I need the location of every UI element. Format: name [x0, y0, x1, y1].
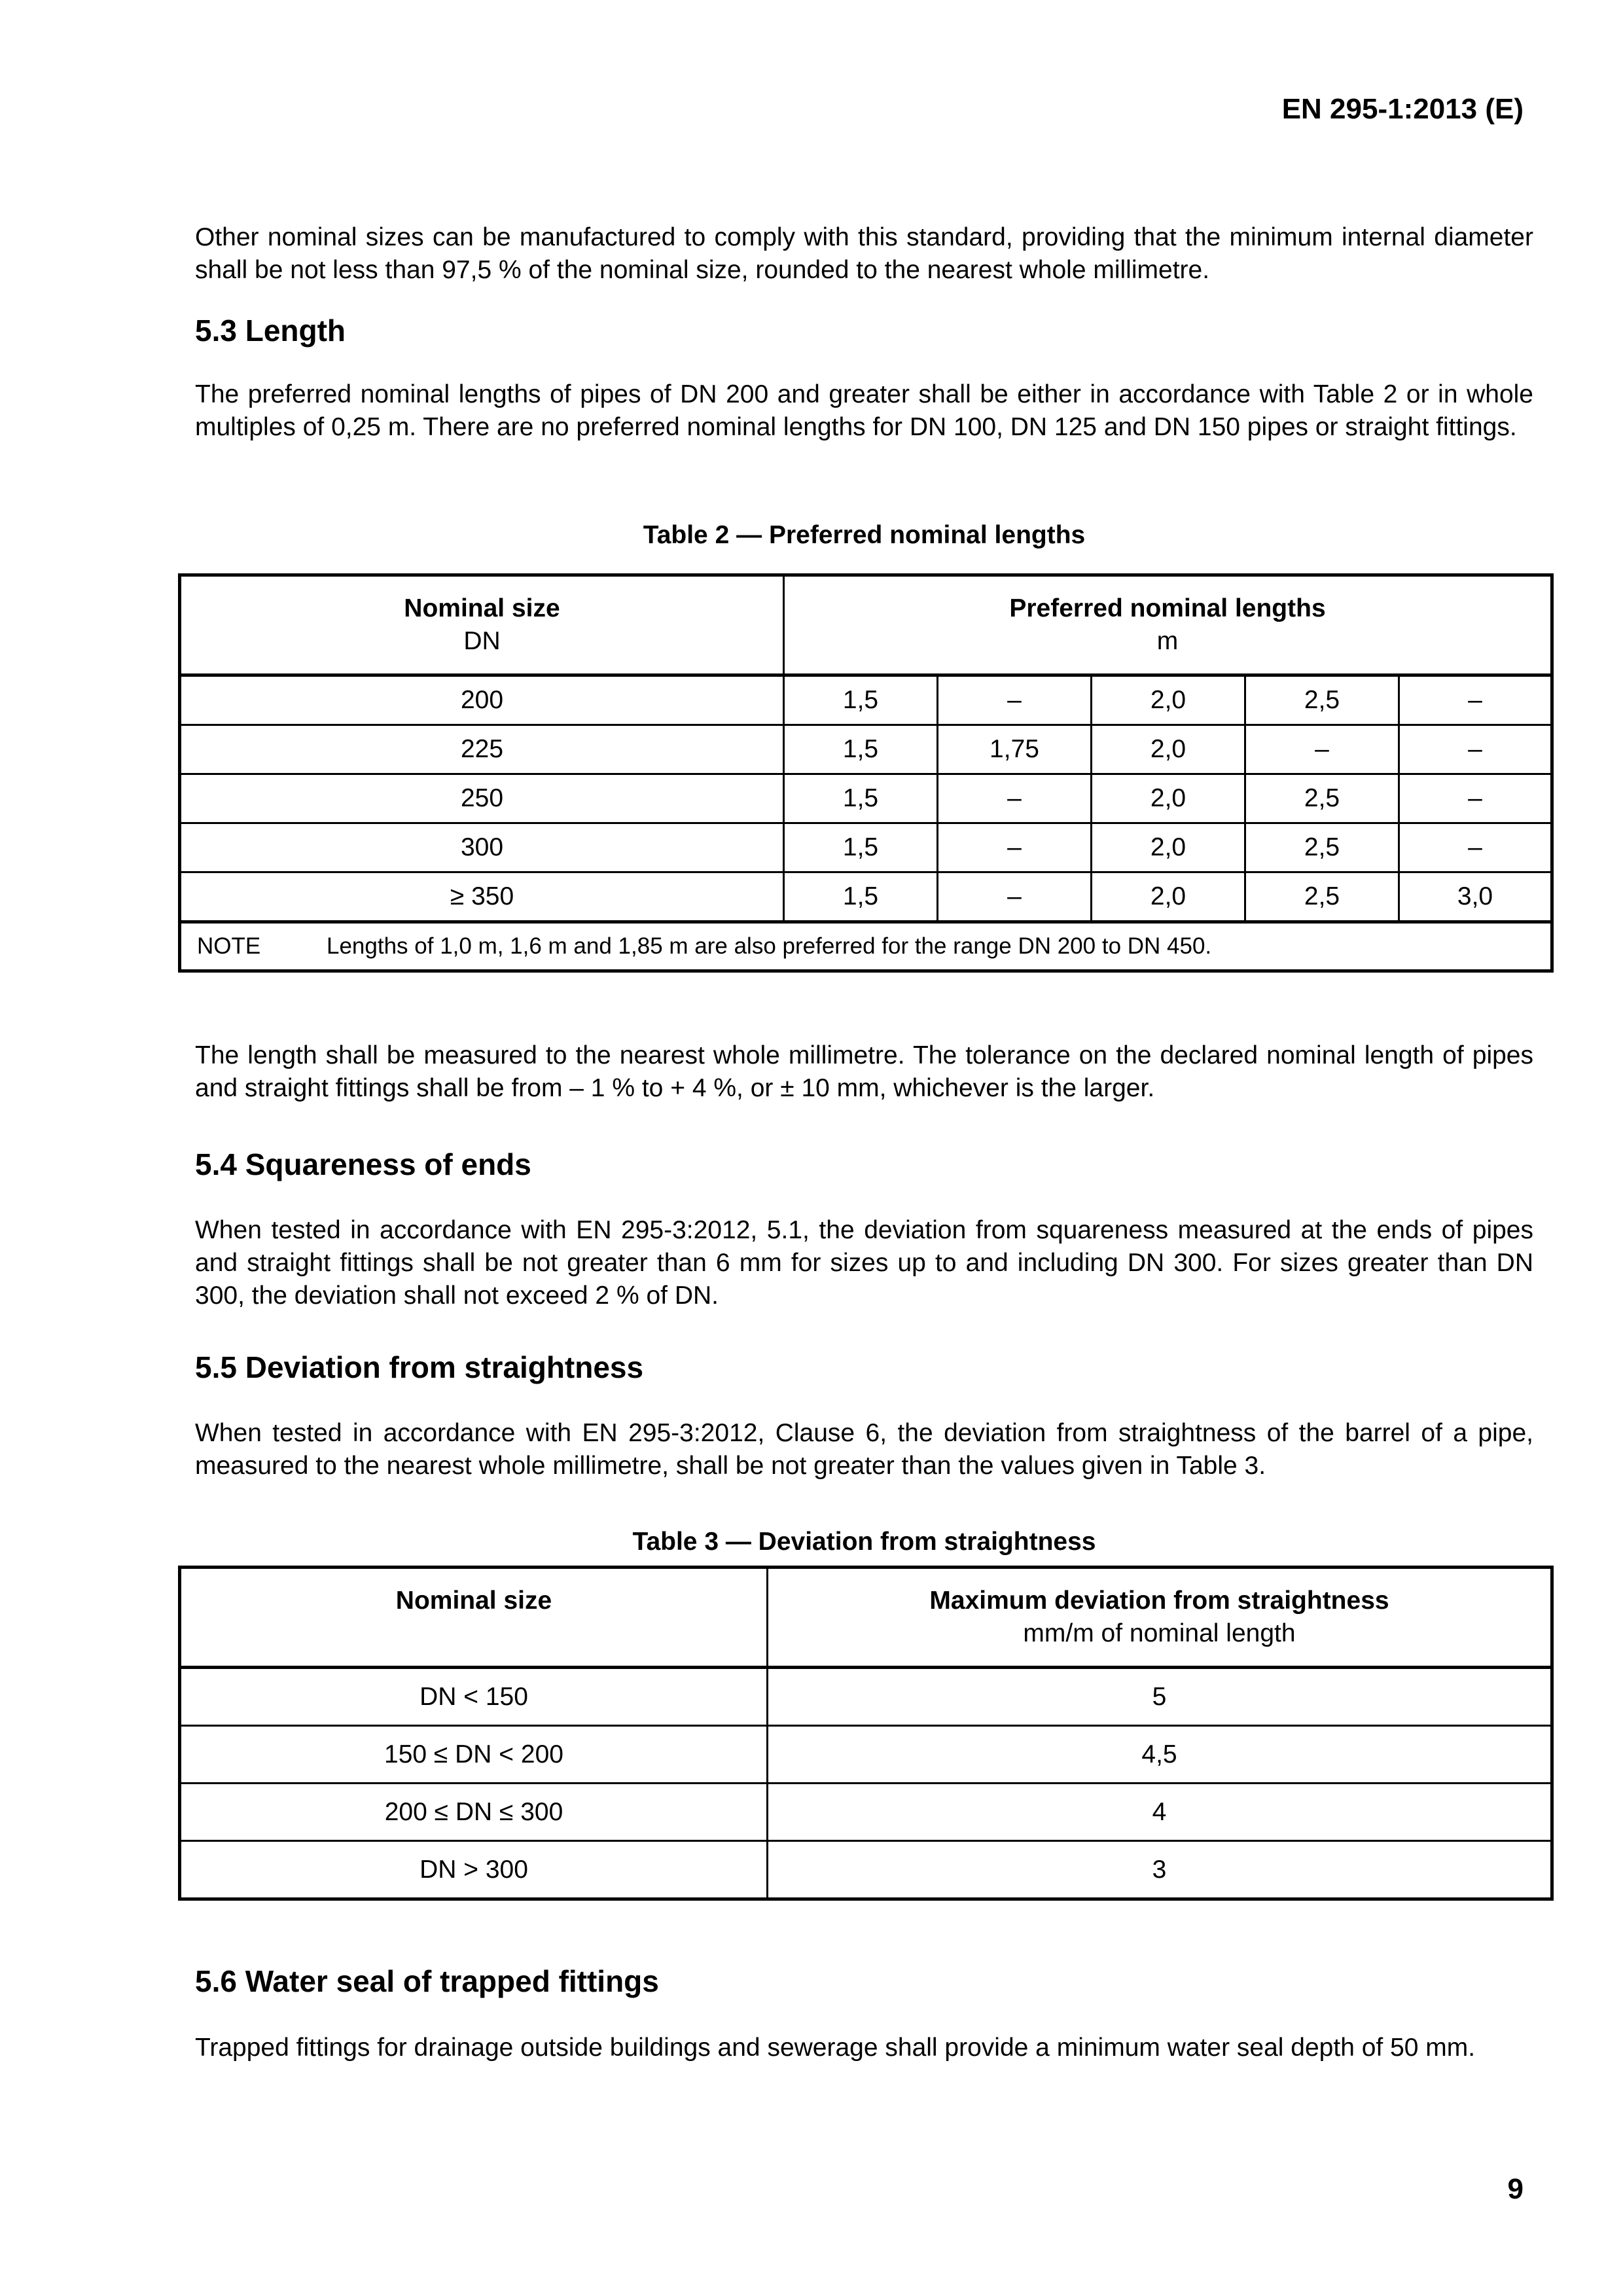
table-cell: 2,0 [1092, 725, 1245, 774]
table-cell: – [938, 872, 1092, 922]
nominal-size-header: Nominal size [395, 1587, 552, 1615]
table-cell: 1,5 [784, 675, 938, 725]
standard-id-header: EN 295-1:2013 (E) [1281, 93, 1524, 125]
table-cell: 2,5 [1245, 675, 1399, 725]
table-cell-size: DN > 300 [180, 1841, 768, 1899]
table-cell: 1,5 [784, 872, 938, 922]
table-cell: – [938, 774, 1092, 823]
table-cell: 5 [768, 1668, 1552, 1726]
table-cell: 2,0 [1092, 774, 1245, 823]
table-row [180, 725, 1552, 774]
table-3-caption: Table 3 — Deviation from straightness [632, 1528, 1096, 1556]
section-5-4-heading: 5.4 Squareness of ends [195, 1147, 531, 1181]
table-cell-size: 200 [180, 675, 784, 725]
table-3-col1-header [180, 1568, 768, 1668]
table-cell-size: DN < 150 [180, 1668, 768, 1726]
table-2-note-row [180, 922, 1552, 971]
section-5-5-paragraph: When tested in accordance with EN 295-3:2012, Clause 6, the deviation from straightness of the barrel of a pipe, measured to the nearest whole millimetre, shall be not greater than the values given in Table 3. [195, 1419, 1533, 1480]
preferred-lengths-header: Preferred nominal lengths [1009, 594, 1326, 622]
intro-paragraph: Other nominal sizes can be manufactured to comply with this standard, providing that the minimum internal diameter shall be not less than 97,5 % of the nominal size, rounded to the nearest whole millimetre. [195, 223, 1533, 284]
table-cell: 4,5 [768, 1726, 1552, 1784]
table-cell: 2,0 [1092, 675, 1245, 725]
max-deviation-header: Maximum deviation from straightness [929, 1587, 1389, 1615]
section-5-3-paragraph: The preferred nominal lengths of pipes of DN 200 and greater shall be either in accordance with Table 2 or in whole multiples of 0,25 m. There are no preferred nominal lengths for DN 100, DN 125 and DN 150 pipes or straight fittings. [195, 380, 1533, 441]
table-2-col2-header [784, 575, 1552, 675]
table-cell: – [938, 675, 1092, 725]
section-5-5-heading: 5.5 Deviation from straightness [195, 1350, 644, 1384]
table-cell: 2,5 [1245, 774, 1399, 823]
table-cell-size: 300 [180, 823, 784, 872]
note-text: Lengths of 1,0 m, 1,6 m and 1,85 m are also preferred for the range DN 200 to DN 450. [327, 933, 1212, 959]
section-5-3-tolerance-paragraph: The length shall be measured to the nearest whole millimetre. The tolerance on the declared nominal length of pipes and straight fittings shall be from – 1 % to + 4 %, or ± 10 mm, whichever is the larger. [195, 1041, 1533, 1102]
table-3-col2-header [768, 1568, 1552, 1668]
table-cell: 3,0 [1399, 872, 1552, 922]
section-5-6-paragraph: Trapped fittings for drainage outside buildings and sewerage shall provide a minimum water seal depth of 50 mm. [195, 2034, 1476, 2062]
table-3-header-row [180, 1568, 1552, 1668]
table-row [180, 823, 1552, 872]
table-cell: 1,5 [784, 725, 938, 774]
section-5-6-heading: 5.6 Water seal of trapped fittings [195, 1964, 659, 1998]
table-cell: 1,5 [784, 774, 938, 823]
table-cell: – [1399, 823, 1552, 872]
table-cell: – [1245, 725, 1399, 774]
table-cell: 1,5 [784, 823, 938, 872]
table-cell: – [1399, 774, 1552, 823]
preferred-lengths-unit: m [1156, 627, 1179, 655]
table-cell-size: 200 ≤ DN ≤ 300 [180, 1784, 768, 1841]
table-cell: – [938, 823, 1092, 872]
table-row [180, 1841, 1552, 1899]
table-cell-size: ≥ 350 [180, 872, 784, 922]
table-row [180, 774, 1552, 823]
table-2 [178, 573, 1554, 973]
section-5-4-paragraph: When tested in accordance with EN 295-3:2012, 5.1, the deviation from squareness measured at the ends of pipes and straight fittings shall be not greater than 6 mm for sizes up to and including DN 300. For sizes greater than DN 300, the deviation shall not exceed 2 % of DN. [195, 1216, 1533, 1310]
table-2-caption: Table 2 — Preferred nominal lengths [643, 521, 1086, 549]
nominal-size-header: Nominal size [404, 594, 560, 622]
table-cell: 3 [768, 1841, 1552, 1899]
max-deviation-unit: mm/m of nominal length [1023, 1619, 1296, 1647]
table-2-col1-header [180, 575, 784, 675]
table-cell-size: 225 [180, 725, 784, 774]
nominal-size-unit: DN [463, 627, 501, 655]
table-row [180, 675, 1552, 725]
table-cell: 2,5 [1245, 872, 1399, 922]
table-cell-size: 150 ≤ DN < 200 [180, 1726, 768, 1784]
table-cell: – [1399, 675, 1552, 725]
section-5-3-heading: 5.3 Length [195, 314, 346, 348]
table-3 [178, 1566, 1554, 1901]
table-cell: 2,0 [1092, 823, 1245, 872]
table-cell: 2,5 [1245, 823, 1399, 872]
table-row [180, 1726, 1552, 1784]
page-number: 9 [1507, 2173, 1524, 2205]
table-row [180, 1784, 1552, 1841]
table-row [180, 872, 1552, 922]
note-label: NOTE [197, 933, 261, 959]
table-row [180, 1668, 1552, 1726]
table-cell-size: 250 [180, 774, 784, 823]
table-cell: 2,0 [1092, 872, 1245, 922]
table-cell: – [1399, 725, 1552, 774]
table-2-note [180, 922, 1552, 971]
table-cell: 4 [768, 1784, 1552, 1841]
table-cell: 1,75 [938, 725, 1092, 774]
table-2-header-row [180, 575, 1552, 675]
